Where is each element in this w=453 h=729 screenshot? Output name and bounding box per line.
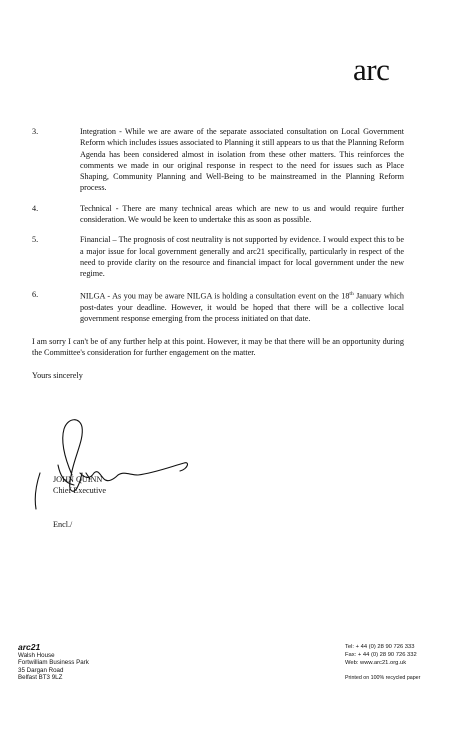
footer-tel: Tel: + 44 (0) 28 90 726 333 [345,644,415,650]
point-4 [32,203,404,226]
footer-contact [345,643,420,682]
footer-org: arc21 [18,642,41,652]
point-3 [32,126,404,194]
footer-address [18,642,89,681]
footer-fax: Fax: + 44 (0) 28 90 726 332 [345,652,417,659]
address-line: Walsh House [18,652,55,659]
closing-paragraph: I am sorry I can't be of any further help at this point. However, it may be that there will be an opportunity during the Committee's consideration for further engagement on the matter. [32,337,404,358]
enclosure-note: Encl./ [53,520,73,529]
point-text-after: January which post-dates your deadline. However, it would be hoped that there will be a collective local government response emerging from the process initiated on that date. [80,291,404,323]
point-number: 4. [32,203,39,213]
footer-web: Web: www.arc21.org.uk [345,660,407,667]
footer-printed-note: Printed on 100% recycled paper [345,674,421,681]
point-text-before: NILGA - As you may be aware NILGA is holding a consultation event on the 18 [80,291,350,301]
signature-graphic [20,413,200,513]
date-superscript: th [349,290,354,297]
point-number: 6. [32,289,39,299]
address-line: Belfast BT3 9LZ [18,673,63,681]
point-text: Integration - While we are aware of the separate associated consultation on Local Government Reform which includes issues associated to Planning it still appears to us that the Planning Reform Agenda has been considered almost in isolation from these other matters. This reinforces the comments we made in our original response in respect to the need for issues such as Place Shaping, Community Planning and Well-Being to be mainstreamed in the Planning Reform process. [80,127,404,193]
address-line: 35 Dargan Road [18,666,64,674]
point-5 [32,234,404,279]
address-line: Fortwilliam Business Park [18,659,89,667]
point-text: Technical - There are many technical areas which are new to us and would require further consideration. We would be keen to undertake this as soon as possible. [80,203,404,225]
sign-off: Yours sincerely [32,371,83,380]
point-number: 5. [32,235,39,245]
point-6 [32,289,404,325]
signatory-name: JOHN QUINN [53,475,103,484]
arc-logo: arc [353,52,390,87]
signatory-block [53,475,106,496]
signatory-title: Chief Executive [53,485,106,495]
point-text: Financial – The prognosis of cost neutrality is not supported by evidence. I would expect this to be a major issue for local government generally and arc21 specifically, particularly in respect of the need to provide clarity on the resource and financial impact for local government under the new regime. [80,235,404,279]
point-number: 3. [32,127,39,136]
numbered-points [32,126,404,333]
